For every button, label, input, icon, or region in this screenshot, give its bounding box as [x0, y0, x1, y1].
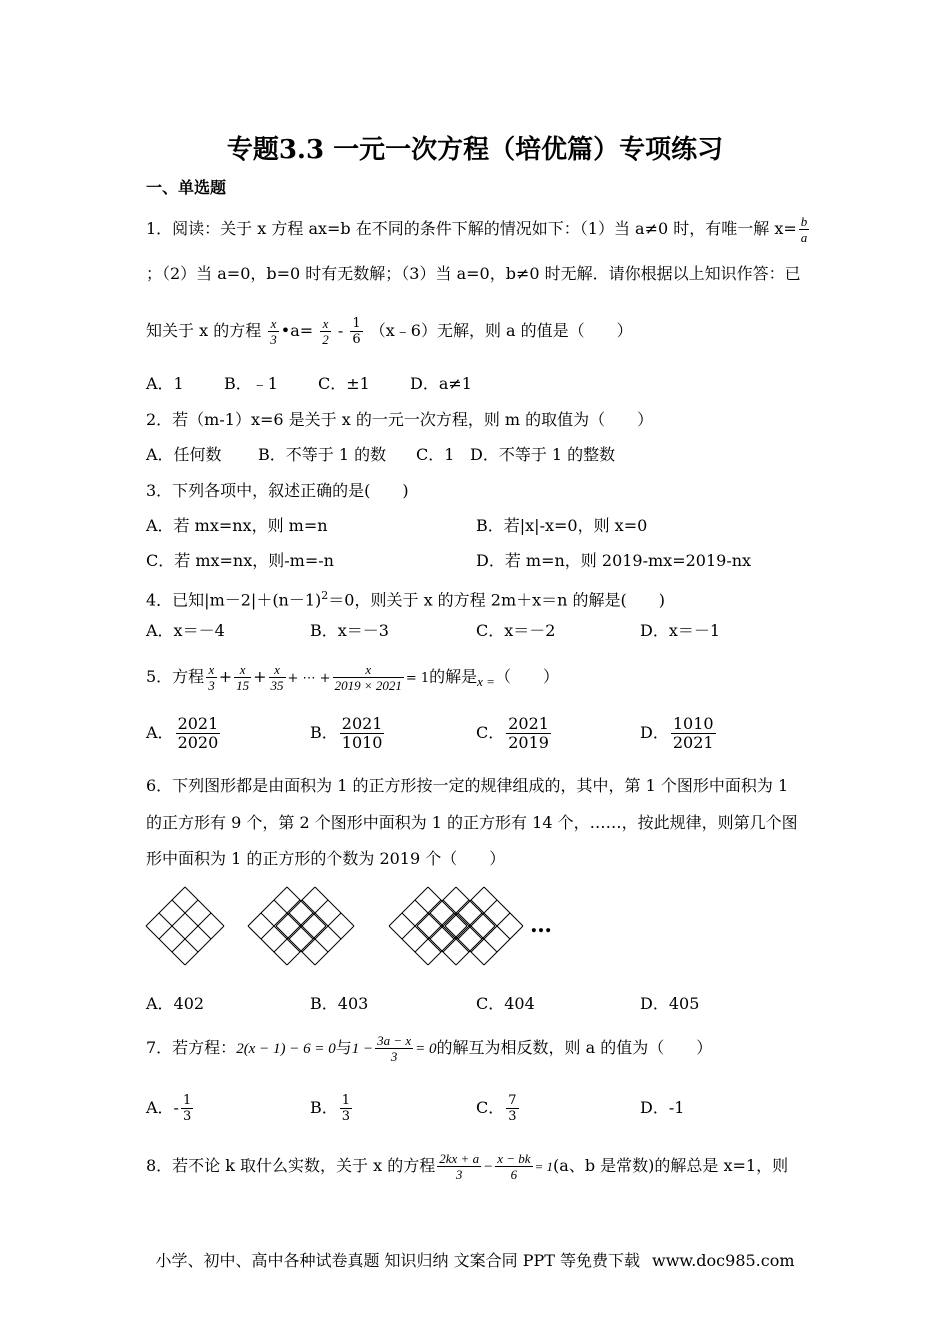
q2-option-b: B．不等于 1 的数 [258, 445, 387, 464]
q1-option-d: D．a≠1 [410, 374, 472, 393]
q1-fraction-x-over-2: $\frac{x}{2}$ [322, 316, 329, 347]
q3-option-d: D．若 m=n，则 2019-mx=2019-nx [476, 551, 752, 570]
q6-option-b: B．403 [310, 994, 369, 1013]
q2-option-a: A．任何数 [146, 445, 222, 464]
q5-option-d: D． $\frac{1010}{2021}$ [640, 714, 714, 752]
q1-line1: 1．阅读：关于 x 方程 ax=b 在不同的条件下解的情况如下：（1）当 a≠0 时，有唯一解 x= $\frac{b}{a}$ [146, 214, 808, 245]
q5-term-2: $\frac{x}{15}$ [236, 662, 250, 693]
q6-ellipsis: … [530, 912, 552, 938]
q5-term-4: $\frac{x}{2019 \times 2021}$ [334, 662, 402, 693]
q5-option-b: B． $\frac{2021}{1010}$ [310, 714, 383, 752]
q6-figure-1 [146, 887, 224, 965]
q7-option-b: B． $\frac{1}{3}$ [310, 1093, 351, 1124]
q4-option-b: B．x＝－3 [310, 621, 389, 640]
q7-option-d: D．-1 [640, 1098, 685, 1117]
q4-stem: 4．已知$|m-2|+(n-1)^2=0$，则关于 x 的方程 2m＋x＝n 的解是( ) [146, 589, 666, 610]
q1-line2: ；（2）当 a=0，b=0 时有无数解；（3）当 a=0，b≠0 时无解．请你根据以上知识作答：已 [146, 264, 801, 283]
q8-fraction-1: $\frac{2kx + a}{3}$ [439, 1151, 480, 1182]
section-heading: 一、单选题 [146, 178, 227, 197]
q7-fraction: $\frac{3a - x}{3}$ [377, 1033, 412, 1064]
q6-option-a: A．402 [146, 994, 205, 1013]
q1-option-a: A．1 [146, 374, 184, 393]
q6-figure-2 [248, 887, 354, 965]
q3-stem: 3．下列各项中，叙述正确的是( ) [146, 481, 409, 500]
q3-option-c: C．若 mx=nx，则-m=-n [146, 551, 334, 570]
q5-term-1: $\frac{x}{3}$ [208, 662, 215, 693]
q6-figure-3 [389, 887, 523, 965]
q5-term-3: $\frac{x}{35}$ [270, 662, 284, 693]
q5-option-c: C． $\frac{2021}{2019}$ [476, 714, 549, 752]
q2-stem: 2．若（m-1）x=6 是关于 x 的一元一次方程，则 m 的取值为（ ） [146, 410, 654, 429]
q1-option-b: B．﹣1 [224, 374, 278, 393]
q6-option-c: C．404 [476, 994, 535, 1013]
q6-option-d: D．405 [640, 994, 700, 1013]
q4-option-d: D．x＝－1 [640, 621, 721, 640]
q5-stem: 5．方程 $\frac{x}{3}$ + $\frac{x}{15}$ + $\frac{x}{35}$ + ⋯ + $\frac{x}{2019 \times 2021}$ = 1的解是$_{x =}$（ ） [146, 662, 559, 693]
q2-option-c: C．1 [416, 445, 455, 464]
q1-line3: 知关于 x 的方程 $\frac{x}{3}$ •a= $\frac{x}{2}$ - $\frac{1}{6}$ （x﹣6）无解，则 a 的值是（ ） [146, 316, 633, 347]
q7-option-a: A．- $\frac{1}{3}$ [146, 1093, 192, 1124]
q4-option-c: C．x＝－2 [476, 621, 556, 640]
q1-option-c: C．±1 [318, 374, 370, 393]
q6-line1: 6．下列图形都是由面积为 1 的正方形按一定的规律组成的，其中，第 1 个图形中面积为 1 [146, 776, 789, 795]
q8-stem: 8．若不论 k 取什么实数，关于 x 的方程 $\frac{2kx + a}{3}$ − $\frac{x - bk}{6}$ = 1(a、b 是常数)的解总是 x=1，则 [146, 1151, 789, 1182]
q1-fraction-x-over-3: $\frac{x}{3}$ [270, 316, 277, 347]
page-title: 专题3.3 一元一次方程（培优篇）专项练习 [226, 135, 724, 165]
q6-line3: 形中面积为 1 的正方形的个数为 2019 个（ ） [146, 849, 506, 868]
q5-option-a: A． $\frac{2021}{2020}$ [146, 714, 219, 752]
q3-option-a: A．若 mx=nx，则 m=n [146, 516, 328, 535]
q6-line2: 的正方形有 9 个，第 2 个图形中面积为 1 的正方形有 14 个，……，按此规律，则第几个图 [146, 813, 798, 832]
q7-option-c: C． $\frac{7}{3}$ [476, 1093, 517, 1124]
q1-fraction-b-over-a: $\frac{b}{a}$ [800, 214, 808, 245]
footer-text: 小学、初中、高中各种试卷真题 知识归纳 文案合同 PPT 等免费下载 [155, 1251, 641, 1270]
q8-fraction-2: $\frac{x - bk}{6}$ [497, 1151, 531, 1182]
q7-stem: 7．若方程：2(x − 1) − 6 = 0与1 − $\frac{3a - x}{3}$ = 0的解互为相反数，则 a 的值为（ ） [146, 1033, 713, 1064]
q3-option-b: B．若|x|-x=0，则 x=0 [476, 516, 648, 535]
q4-option-a: A．x＝－4 [146, 621, 225, 640]
q2-option-d: D．不等于 1 的整数 [470, 445, 616, 464]
footer-url[interactable]: www.doc985.com [652, 1251, 795, 1270]
page-footer [0, 1248, 950, 1271]
q1-fraction-1-over-6: $\frac{1}{6}$ [352, 316, 361, 347]
